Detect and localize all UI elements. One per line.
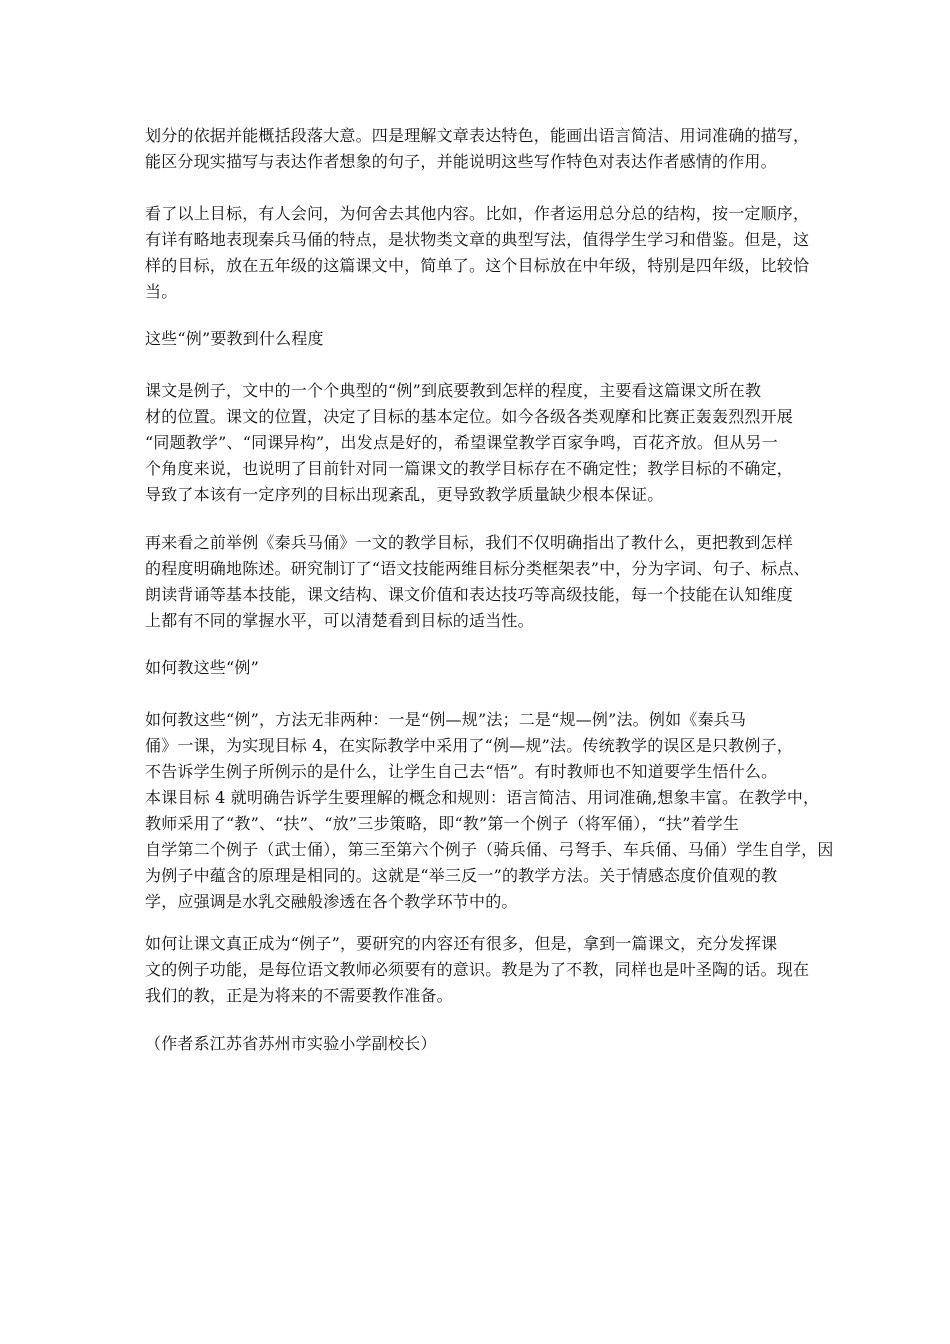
text-line: 课文是例子，文中的一个个典型的“例”到底要教到怎样的程度，主要看这篇课文所在教 bbox=[145, 381, 762, 400]
text-line: 朗读背诵等基本技能，课文结构、课文价值和表达技巧等高级技能，每一个技能在认知维度 bbox=[145, 585, 794, 604]
text-line: 当。 bbox=[145, 282, 178, 301]
text-line: 样的目标，放在五年级的这篇课文中，简单了。这个目标放在中年级，特别是四年级，比较恰 bbox=[145, 256, 810, 275]
text-line: 我们的教，正是为将来的不需要教作准备。 bbox=[145, 986, 453, 1005]
text-line: 上都有不同的掌握水平，可以清楚看到目标的适当性。 bbox=[145, 611, 534, 630]
text-line: 俑》一课，为实现目标 4，在实际教学中采用了“例—规”法。传统教学的误区是只教例子， bbox=[145, 736, 794, 755]
text-line: 有详有略地表现秦兵马俑的特点，是状物类文章的典型写法，值得学生学习和借鉴。但是，这 bbox=[145, 230, 810, 249]
text-line: 如何让课文真正成为“例子”，要研究的内容还有很多，但是，拿到一篇课文，充分发挥课 bbox=[145, 934, 778, 953]
author-note bbox=[145, 1031, 825, 1057]
text-line: 本课目标 4 就明确告诉学生要理解的概念和规则：语言简洁、用词准确,想象丰富。在教学中， bbox=[145, 788, 820, 807]
text-line: 划分的依据并能概括段落大意。四是理解文章表达特色，能画出语言简洁、用词准确的描写， bbox=[145, 126, 810, 145]
text-line: 如何教这些“例”，方法无非两种：一是“例—规”法；二是“规—例”法。例如《秦兵马 bbox=[145, 710, 747, 729]
paragraph-3 bbox=[145, 378, 825, 508]
text-line: 再来看之前举例《秦兵马俑》一文的教学目标，我们不仅明确指出了教什么，更把教到怎样 bbox=[145, 533, 794, 552]
text-line: 看了以上目标，有人会问，为何舍去其他内容。比如，作者运用总分总的结构，按一定顺序， bbox=[145, 204, 810, 223]
text-line: 教师采用了“教”、“扶”、“放”三步策略，即“教”第一个例子（将军俑），“扶”着学生 bbox=[145, 814, 740, 833]
paragraph-4 bbox=[145, 530, 825, 634]
text-line: 能区分现实描写与表达作者想象的句子，并能说明这些写作特色对表达作者感情的作用。 bbox=[145, 152, 777, 171]
author-line: （作者系江苏省苏州市实验小学副校长） bbox=[145, 1034, 437, 1053]
text-line: 不告诉学生例子所例示的是什么，让学生自己去“悟”。有时教师也不知道要学生悟什么。 bbox=[145, 762, 778, 781]
heading-line: 这些“例”要教到什么程度 bbox=[145, 329, 324, 348]
paragraph-2 bbox=[145, 201, 825, 305]
text-line: 为例子中蕴含的原理是相同的。这就是“举三反一”的教学方法。关于情感态度价值观的教 bbox=[145, 866, 778, 885]
text-line: 材的位置。课文的位置，决定了目标的基本定位。如今各级各类观摩和比赛正轰轰烈烈开展 bbox=[145, 407, 794, 426]
text-line: “同题教学”、“同课异构”，出发点是好的，希望课堂教学百家争鸣，百花齐放。但从另一 bbox=[145, 433, 778, 452]
text-line: 导致了本该有一定序列的目标出现紊乱，更导致教学质量缺少根本保证。 bbox=[145, 485, 664, 504]
heading-line: 如何教这些“例” bbox=[145, 658, 259, 677]
text-line: 文的例子功能，是每位语文教师必须要有的意识。教是为了不教，同样也是叶圣陶的话。现在 bbox=[145, 960, 810, 979]
paragraph-1 bbox=[145, 123, 825, 175]
section-heading-2 bbox=[145, 655, 825, 681]
text-line: 的程度明确地陈述。研究制订了“语文技能两维目标分类框架表”中，分为字词、句子、标点、 bbox=[145, 559, 810, 578]
text-line: 个角度来说，也说明了目前针对同一篇课文的教学目标存在不确定性；教学目标的不确定， bbox=[145, 459, 794, 478]
text-line: 自学第二个例子（武士俑），第三至第六个例子（骑兵俑、弓弩手、车兵俑、马俑）学生自学，因 bbox=[145, 840, 834, 859]
text-line: 学，应强调是水乳交融般渗透在各个教学环节中的。 bbox=[145, 892, 518, 911]
paragraph-6 bbox=[145, 931, 825, 1009]
section-heading-1 bbox=[145, 326, 825, 352]
paragraph-5 bbox=[145, 707, 834, 915]
